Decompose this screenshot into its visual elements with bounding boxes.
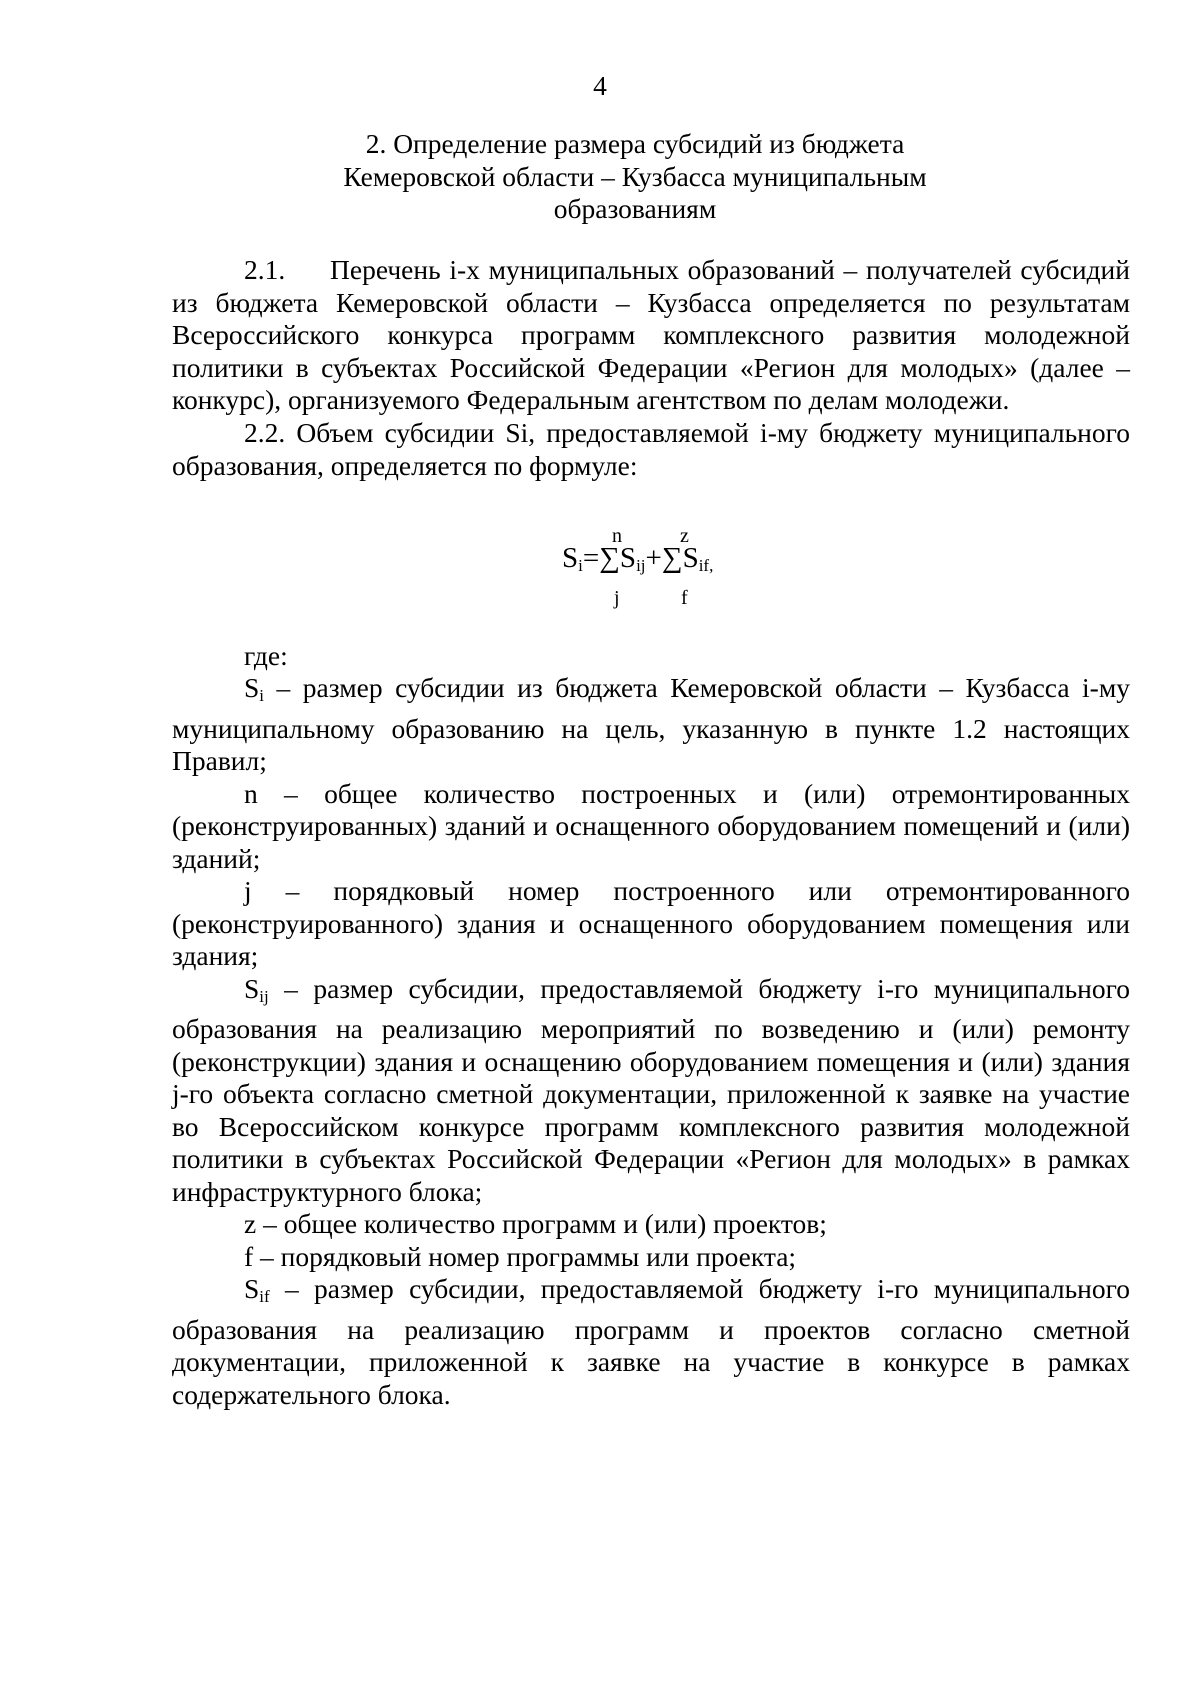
clause-2-2-number: 2.2. xyxy=(244,417,286,448)
definition-z: z – общее количество программ и (или) проектов; xyxy=(244,1208,827,1239)
formula-plus: + xyxy=(645,542,662,574)
formula-term2: S xyxy=(682,542,699,574)
definition-n: n – общее количество построенных и (или) отремонтированных (реконструированных) зданий и оснащенного оборудованием помещений и (или) зданий; xyxy=(172,777,1130,874)
definition-si-text: – размер субсидии из бюджета Кемеровской области – Кузбасса i-му муниципальному образованию на цель, указанную в пункте 1.2 настоящих Правил; xyxy=(172,672,1130,776)
definition-sif-symbol xyxy=(244,1273,270,1304)
clause-2-1-paragraph xyxy=(172,254,1130,417)
page-number: 4 xyxy=(593,70,607,101)
definition-j: j – порядковый номер построенного или отремонтированного (реконструированного) здания и оснащенного оборудованием помещения или здания; xyxy=(172,875,1130,971)
heading-line-3: образованиям xyxy=(553,193,717,224)
where-label-block xyxy=(172,640,1130,673)
formula-term1-sub: ij xyxy=(636,556,646,575)
clause-2-1-text: Перечень i-х муниципальных образований – получателей субсидий из бюджета Кемеровской области – Кузбасса определяется по результатам Всероссийского конкурса программ комплексного развития молодежной политики в субъектах Российской Федерации «Регион для молодых» (далее – конкурс), организуемого Федеральным агентством по делам молодежи. xyxy=(172,254,1130,415)
clause-2-1 xyxy=(172,254,1130,417)
formula-eq: = xyxy=(582,542,600,574)
section-heading xyxy=(330,128,940,226)
heading-line-1: 2. Определение размера субсидий из бюджета xyxy=(365,128,905,159)
clause-2-2-paragraph xyxy=(172,417,1130,482)
definition-sif-text: – размер субсидии, предоставляемой бюджету i-го муниципального образования на реализацию программ и проектов согласно сметной документации, приложенной к заявке на участие в конкурсе в рамках содержательного блока. xyxy=(172,1273,1130,1410)
clause-2-1-number: 2.1. xyxy=(244,254,286,285)
sum1-symbol: ∑ xyxy=(599,542,620,574)
definition-sij-text: – размер субсидии, предоставляемой бюджету i-го муниципального образования на реализацию мероприятий по возведению и (или) ремонту (реконструкции) здания и оснащению оборудованием помещения и (или) здания j-го объекта согласно сметной документации, приложенной к заявке на участие во Всероссийском конкурсе программ комплексного развития молодежной политики в субъектах Российской Федерации «Регион для молодых» в рамках инфраструктурного блока; xyxy=(172,972,1130,1207)
clause-2-2-text: Объем субсидии Si, предоставляемой i-му бюджету муниципального образования, определяется по формуле: xyxy=(172,417,1130,481)
symbol-s: S xyxy=(244,672,260,703)
formula-lhs-sub: i xyxy=(578,556,583,575)
definition-sij-symbol xyxy=(244,973,269,1004)
definition-si-symbol xyxy=(244,672,264,703)
heading-line-2: Кемеровской области – Кузбасса муниципальным xyxy=(343,160,927,192)
sum2-upper-limit: z xyxy=(680,525,689,547)
formula-lhs: S xyxy=(562,542,579,574)
symbol-sub: if xyxy=(259,1287,270,1306)
formula-term2-sub: if, xyxy=(698,556,714,575)
definition-f: f – порядковый номер программы или проекта; xyxy=(244,1240,797,1272)
formula-expression xyxy=(562,542,713,583)
symbol-sub: i xyxy=(259,686,265,705)
sum2-symbol: ∑ xyxy=(661,542,683,574)
definitions-list xyxy=(172,672,1130,1411)
subsidy-formula xyxy=(0,520,1200,610)
clause-2-2 xyxy=(172,417,1130,482)
symbol-s: S xyxy=(244,972,260,1004)
sum1-upper-limit: n xyxy=(612,525,622,547)
definition-si xyxy=(172,672,1130,778)
definition-sif xyxy=(172,1273,1130,1411)
where-label: где: xyxy=(244,640,288,671)
definition-sij xyxy=(172,973,1130,1209)
sum2-lower-limit: f xyxy=(681,587,688,609)
formula-term1: S xyxy=(619,542,637,574)
sum1-lower-limit: j xyxy=(614,587,620,609)
symbol-sub: ij xyxy=(259,986,269,1006)
symbol-s: S xyxy=(244,1273,260,1304)
